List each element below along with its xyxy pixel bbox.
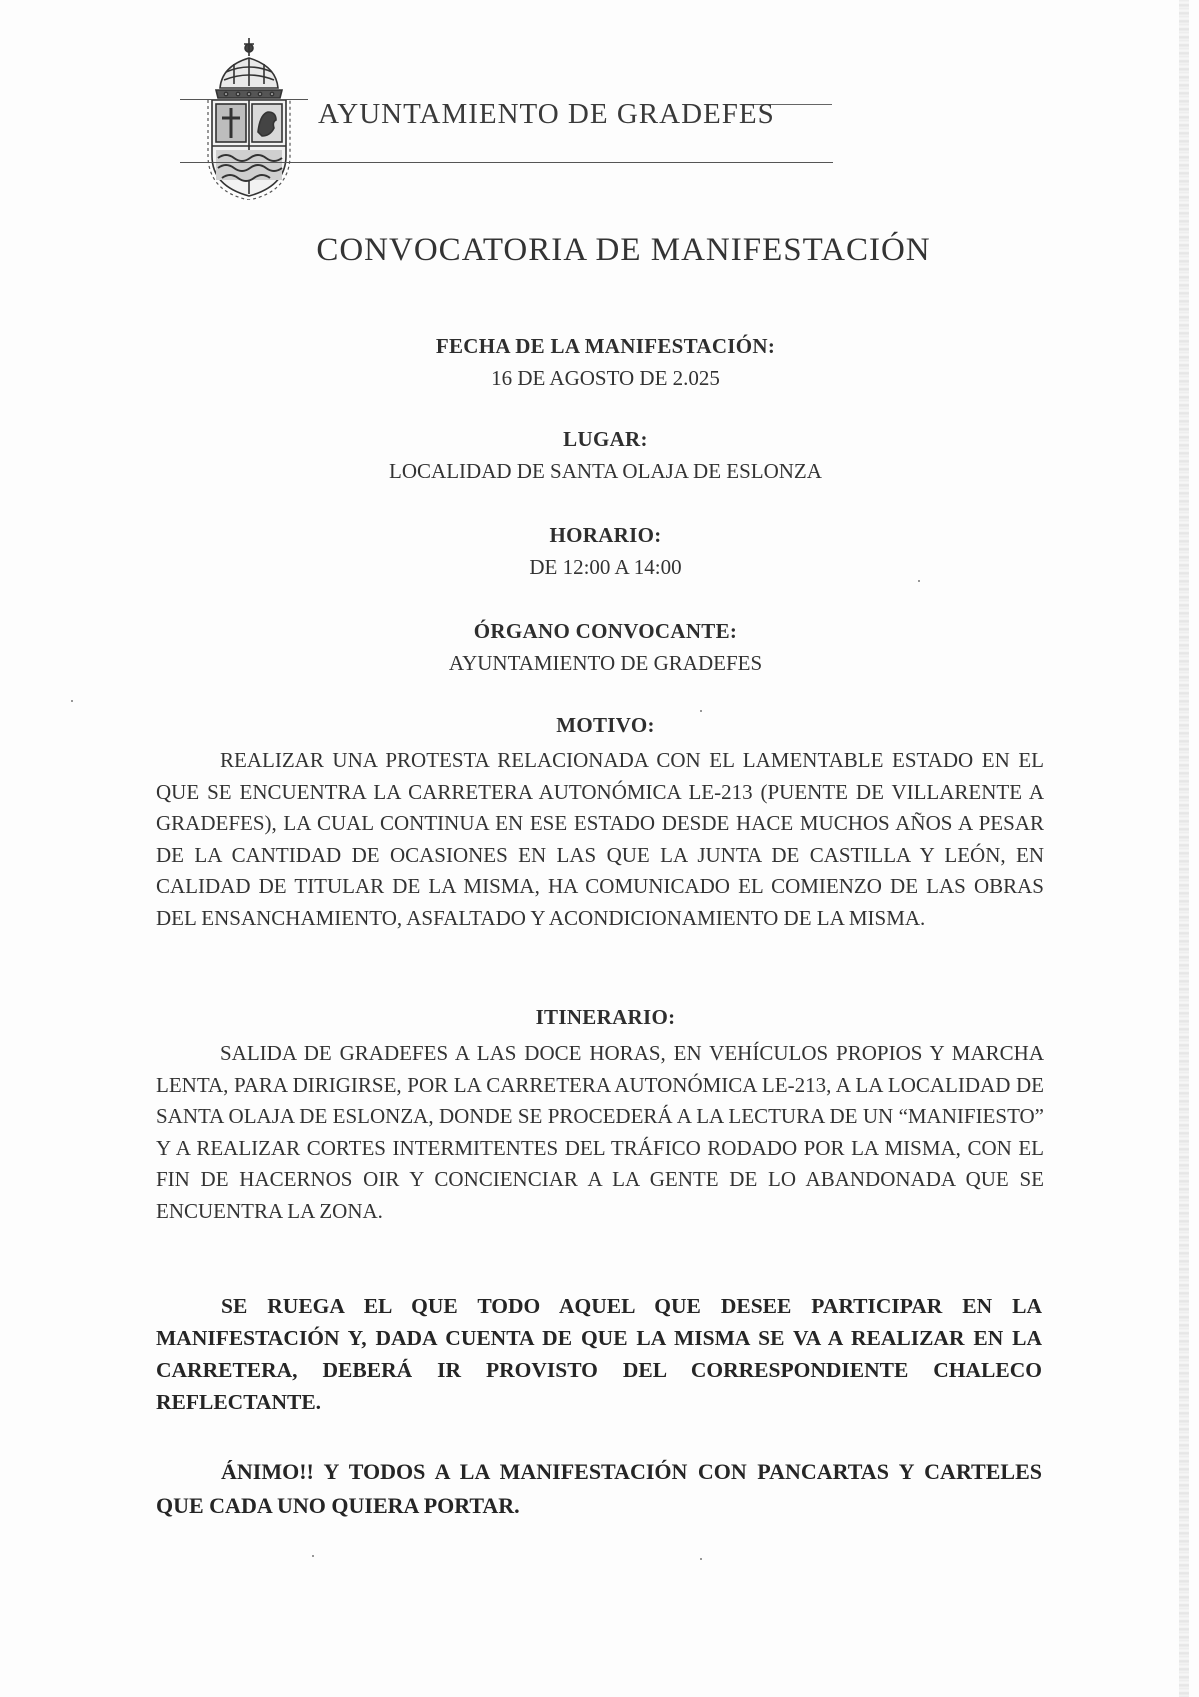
scan-speck (700, 1558, 702, 1560)
schedule-label: HORARIO: (549, 523, 662, 547)
place-section (0, 427, 1199, 484)
notice-paragraph: SE RUEGA EL QUE TODO AQUEL QUE DESEE PARTICIPAR EN LA MANIFESTACIÓN Y, DADA CUENTA DE QUE LA MISMA SE VA A REALIZAR EN LA CARRETERA, DEBERÁ IR PROVISTO DEL CORRESPONDIENTE CHALECO REFLECTANTE. (156, 1294, 1042, 1414)
place-label: LUGAR: (563, 427, 648, 451)
place-value: LOCALIDAD DE SANTA OLAJA DE ESLONZA (389, 459, 822, 483)
scan-speck (71, 700, 73, 702)
coat-of-arms-icon (202, 36, 296, 200)
schedule-value: DE 12:00 A 14:00 (529, 555, 682, 579)
document-title (0, 232, 1199, 269)
organization-name: AYUNTAMIENTO DE GRADEFES (318, 98, 775, 130)
organizer-value: AYUNTAMIENTO DE GRADEFES (448, 651, 763, 675)
date-section (0, 334, 1199, 391)
date-label: FECHA DE LA MANIFESTACIÓN: (435, 334, 776, 358)
reason-label: MOTIVO: (556, 713, 655, 737)
closing-paragraph: ÁNIMO!! Y TODOS A LA MANIFESTACIÓN CON PANCARTAS Y CARTELES QUE CADA UNO QUIERA PORTAR. (156, 1459, 1042, 1518)
scan-speck (700, 710, 702, 712)
organizer-label: ÓRGANO CONVOCANTE: (473, 619, 738, 643)
reason-section (0, 713, 1199, 738)
scan-speck (918, 580, 920, 582)
reason-paragraph: REALIZAR UNA PROTESTA RELACIONADA CON EL LAMENTABLE ESTADO EN EL QUE SE ENCUENTRA LA CARRETERA AUTONÓMICA LE-213 (PUENTE DE VILLARENTE A GRADEFES), LA CUAL CONTINUA EN ESE ESTADO DESDE HACE MUCHOS AÑOS A PESAR DE LA CANTIDAD DE OCASIONES EN LAS QUE LA JUNTA DE CASTILLA Y LEÓN, EN CALIDAD DE TITULAR DE LA MISMA, HA COMUNICADO EL COMIENZO DE LAS OBRAS DEL ENSANCHAMIENTO, ASFALTADO Y ACONDICIONAMIENTO DE LA MISMA. (156, 748, 1044, 930)
organizer-section (0, 619, 1199, 676)
document-title-text: CONVOCATORIA DE MANIFESTACIÓN (316, 232, 931, 268)
header-rule-top (180, 99, 308, 100)
header-rule-bottom (180, 162, 833, 163)
schedule-section (0, 523, 1199, 580)
scan-speck (312, 1555, 314, 1557)
date-value: 16 DE AGOSTO DE 2.025 (491, 366, 720, 390)
route-label: ITINERARIO: (535, 1005, 676, 1029)
route-paragraph: SALIDA DE GRADEFES A LAS DOCE HORAS, EN VEHÍCULOS PROPIOS Y MARCHA LENTA, PARA DIRIGIRSE, POR LA CARRETERA AUTONÓMICA LE-213, A LA LOCALIDAD DE SANTA OLAJA DE ESLONZA, DONDE SE PROCEDERÁ A LA LECTURA DE UN “MANIFIESTO” Y A REALIZAR CORTES INTERMITENTES DEL TRÁFICO RODADO POR LA MISMA, CON EL FIN DE HACERNOS OIR Y CONCIENCIAR A LA GENTE DE LO ABANDONADA QUE SE ENCUENTRA LA ZONA. (156, 1041, 1044, 1223)
route-section (0, 1005, 1199, 1030)
